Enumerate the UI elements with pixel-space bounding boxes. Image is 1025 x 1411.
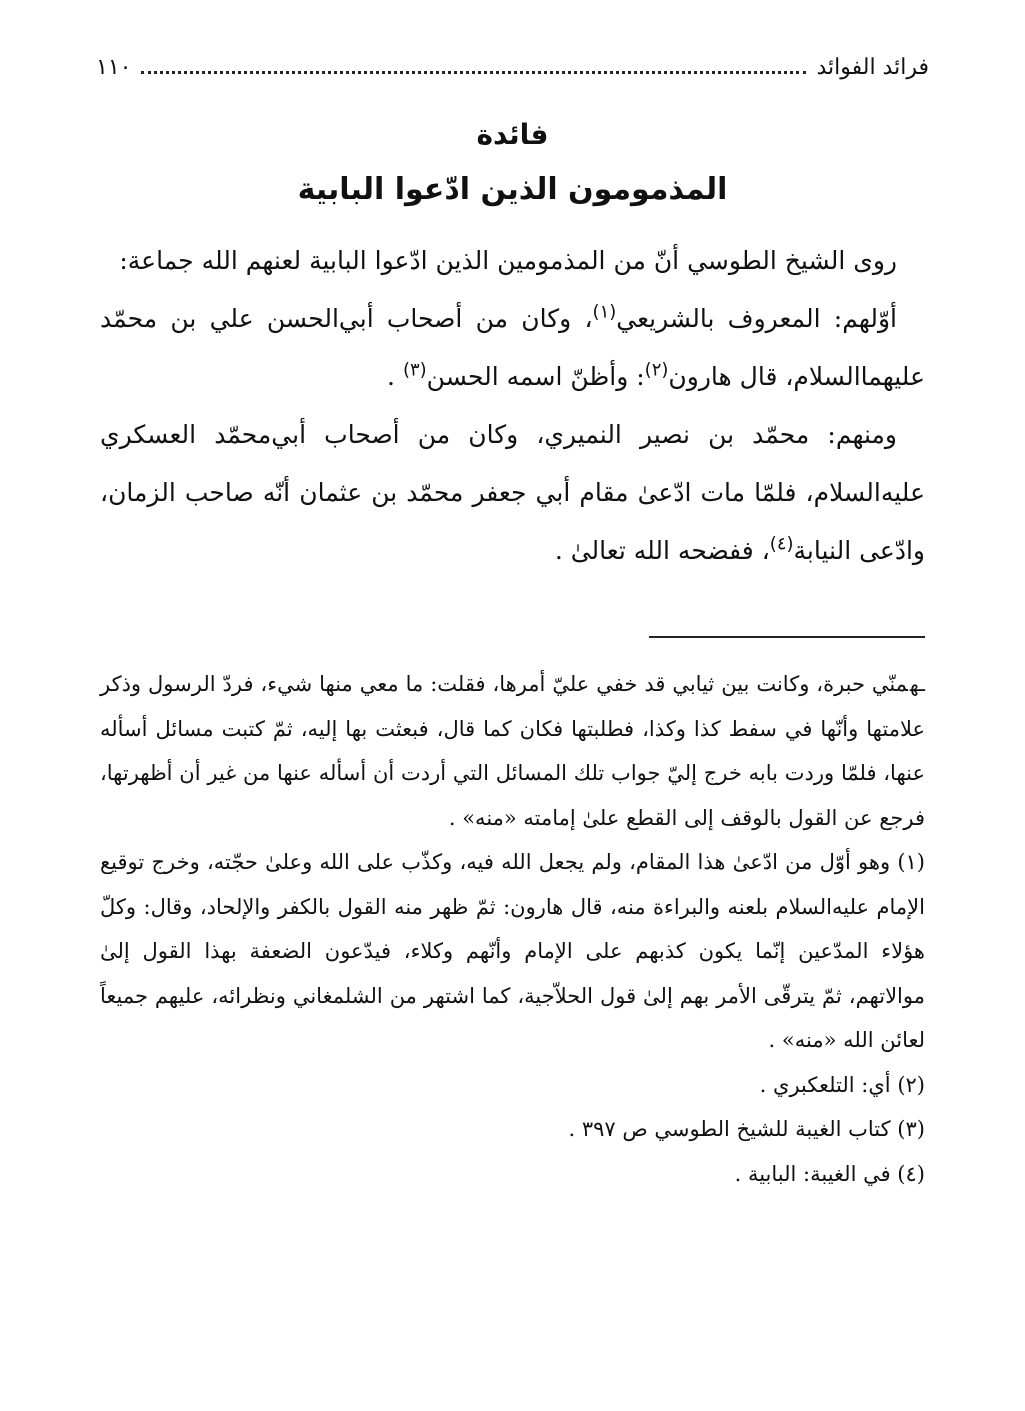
footnote-ref-4[interactable]: (٤) <box>769 533 794 555</box>
footnote-ref-2[interactable]: (٢) <box>644 359 669 381</box>
footnote-ref-3[interactable]: (٣) <box>402 359 427 381</box>
paragraph-2-part-d: . <box>387 362 403 391</box>
footnote-continued <box>100 662 925 840</box>
main-text <box>100 232 925 580</box>
footnote-ref-1[interactable]: (١) <box>592 301 617 323</box>
book-title: فرائد الفوائد <box>816 55 929 80</box>
footnote-4: (٤) في الغيبة: البابية . <box>734 1161 925 1186</box>
paragraph-1: روى الشيخ الطوسي أنّ من المذمومين الذين ادّعوا البابية لعنهم الله جماعة: <box>119 246 897 275</box>
continued-mark: ـه <box>909 672 925 696</box>
paragraph-3 <box>100 406 925 580</box>
paragraph-2-part-a: أوّلهم: المعروف بالشريعي <box>616 304 897 333</box>
footnote-continued-text: منّي حبرة، وكانت بين ثيابي قد خفي عليّ أمرها، فقلت: ما معي منها شيء، فردّ الرسول وذكر علامتها وأنّها في سفط كذا وكذا، فطلبتها فكان كما قال، فبعثت بها إليه، ثمّ كتبت مسائل أسأله عنها، فلمّا وردت بابه خرج إليّ جواب تلك المسائل التي أردت أن أسأله عنها من غير أن أظهرتها، فرجع عن القول بالوقف إلى القطع علىٰ إمامته «منه» . <box>100 672 925 830</box>
paragraph-2 <box>100 290 925 406</box>
paragraph-2-part-c: : وأظنّ اسمه الحسن <box>426 362 645 391</box>
paragraph-2-part-b: ، وكان من أصحاب أبي‌الحسن علي بن محمّد عليهما‌السلام، قال هارون <box>100 304 925 391</box>
dotted-leader <box>141 71 806 74</box>
footnote-1: (١) وهو أوّل من ادّعىٰ هذا المقام، ولم يجعل الله فيه، وكذّب على الله وعلىٰ حجّته، وخرج توقيع الإمام عليه‌السلام بلعنه والبراءة منه، قال هارون: ثمّ ظهر منه القول بالكفر والإلحاد، وقال: وكلّ هؤلاء المدّعين إنّما يكون كذبهم على الإمام وأنّهم وكلاء، فيدّعون الضعفة بهذا القول إلىٰ موالاتهم، ثمّ يترقّى الأمر بهم إلىٰ قول الحلاّجية، كما اشتهر من الشلمغاني ونظرائه، عليهم جميعاً لعائن الله «منه» . <box>100 850 925 1052</box>
footnote-3: (٣) كتاب الغيبة للشيخ الطوسي ص ٣٩٧ . <box>568 1117 925 1141</box>
running-header <box>96 40 929 80</box>
footnotes <box>100 662 925 1196</box>
section-heading: فائدة <box>476 118 549 151</box>
page-title: المذمومون الذين ادّعوا البابية <box>297 172 728 207</box>
paragraph-3-part-a: ومنهم: محمّد بن نصير النميري، وكان من أصحاب أبي‌محمّد العسكري عليه‌السلام، فلمّا مات ادّعىٰ مقام أبي جعفر محمّد بن عثمان أنّه صاحب الزمان، وادّعى النيابة <box>100 420 925 565</box>
page-number: ١١٠ <box>96 55 132 80</box>
footnote-separator <box>649 636 925 638</box>
paragraph-3-part-b: ، ففضحه الله تعالىٰ . <box>554 536 770 565</box>
footnote-2: (٢) أي: التلعكبري . <box>759 1072 925 1097</box>
